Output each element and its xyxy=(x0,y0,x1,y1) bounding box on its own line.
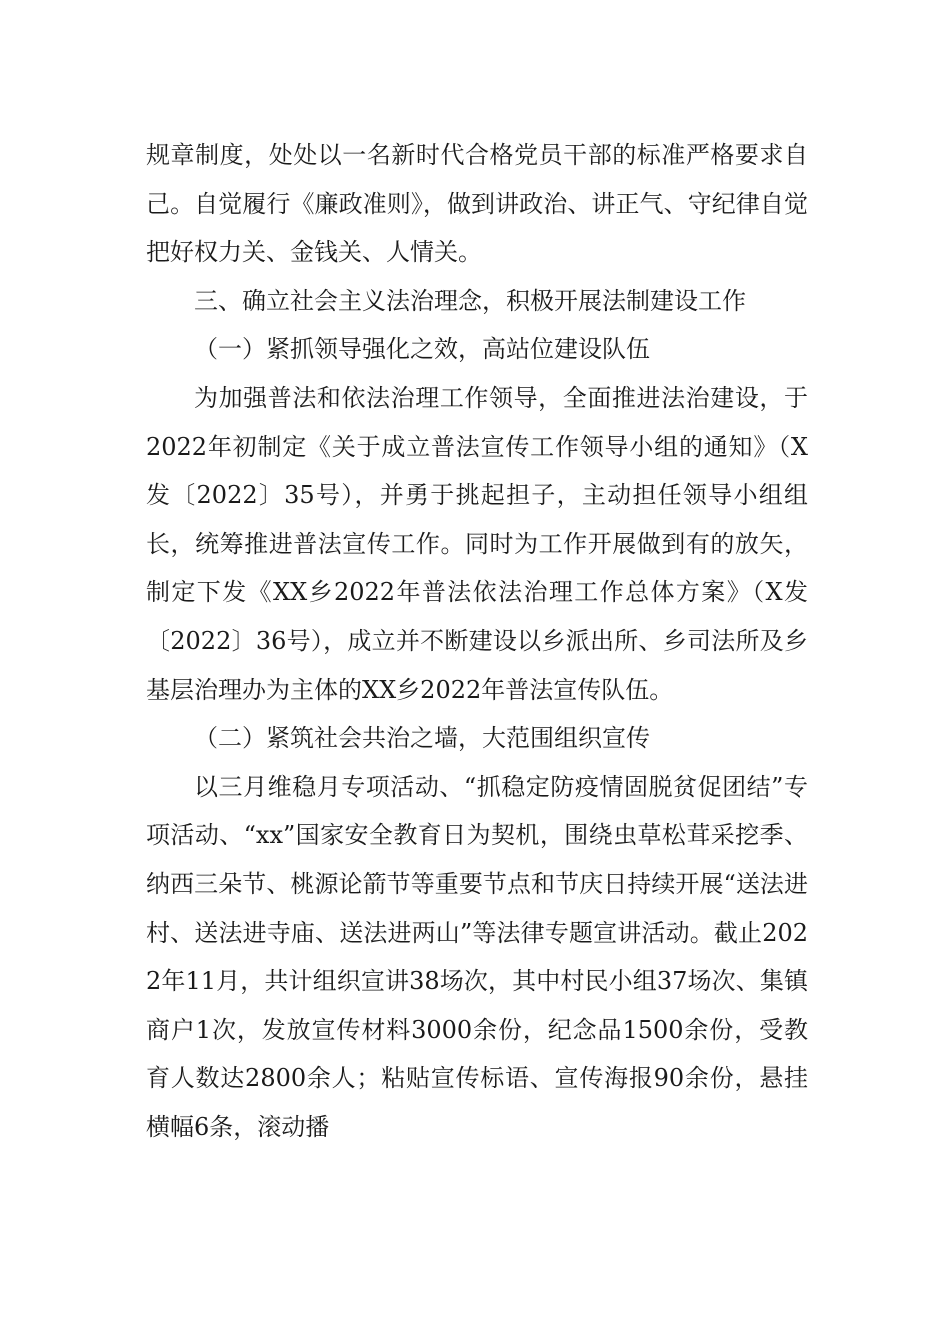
paragraph-publicity: 以三月维稳月专项活动、“抓稳定防疫情固脱贫促团结”专项活动、“xx”国家安全教育日为契机，围绕虫草松茸采挖季、纳西三朵节、桃源论箭节等重要节点和节庆日持续开展“送法进村、送法进寺庙、送法进两山”等法律专题宣讲活动。截止2022年11月，共计组织宣讲38场次，其中村民小组37场次、集镇商户1次，发放宣传材料3000余份，纪念品1500余份，受教育人数达2800余人；粘贴宣传标语、宣传海报90余份，悬挂横幅6条，滚动播 xyxy=(146,772,808,1141)
subsection-heading-1: （一）紧抓领导强化之效，高站位建设队伍 xyxy=(194,335,650,364)
document-body xyxy=(146,131,808,1151)
subsection-heading-2: （二）紧筑社会共治之墙，大范围组织宣传 xyxy=(194,724,650,753)
paragraph-continuation: 规章制度，处处以一名新时代合格党员干部的标准严格要求自己。自觉履行《廉政准则》，做到讲政治、讲正气、守纪律自觉把好权力关、金钱关、人情关。 xyxy=(146,141,808,267)
paragraph-leadership: 为加强普法和依法治理工作领导，全面推进法治建设，于2022年初制定《关于成立普法宣传工作领导小组的通知》（X发〔2022〕35号），并勇于挑起担子，主动担任领导小组组长，统筹推进普法宣传工作。同时为工作开展做到有的放矢，制定下发《XX乡2022年普法依法治理工作总体方案》（X发〔2022〕36号），成立并不断建设以乡派出所、乡司法所及乡基层治理办为主体的XX乡2022年普法宣传队伍。 xyxy=(146,383,808,704)
section-heading-3: 三、确立社会主义法治理念，积极开展法制建设工作 xyxy=(194,286,746,315)
